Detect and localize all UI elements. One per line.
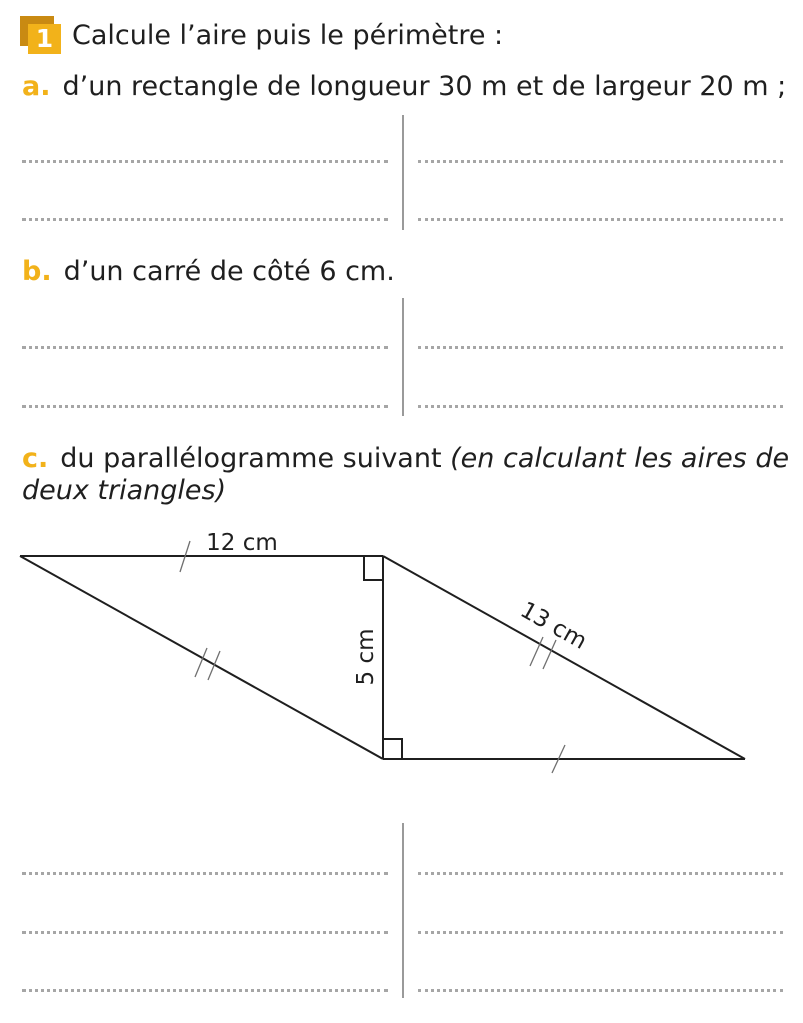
answer-line-c-left-2[interactable] [22, 931, 388, 934]
question-b-text: d’un carré de côté 6 cm. [63, 256, 395, 287]
answer-line-b-right-1[interactable] [418, 346, 783, 349]
question-c [22, 443, 792, 507]
parallelogram-figure [0, 520, 803, 780]
exercise-number-badge [20, 16, 62, 54]
right-angle-mark-bottom [383, 739, 402, 759]
left-side [20, 556, 383, 759]
question-c-text: du parallélogramme suivant [60, 443, 451, 474]
answer-line-b-left-2[interactable] [22, 405, 388, 408]
question-c-letter: c. [22, 443, 49, 474]
exercise-title: Calcule l’aire puis le périmètre : [72, 20, 504, 51]
right-side [383, 556, 745, 759]
label-5cm: 5 cm [353, 628, 379, 686]
double-tick-left-1 [195, 648, 207, 677]
double-tick-right-2 [543, 640, 556, 669]
answer-line-c-right-3[interactable] [418, 989, 783, 992]
answer-line-c-left-3[interactable] [22, 989, 388, 992]
exercise-number: 1 [28, 24, 61, 54]
label-13cm: 13 cm [515, 597, 592, 655]
answer-line-c-left-1[interactable] [22, 872, 388, 875]
question-a-text: d’un rectangle de longueur 30 m et de largeur 20 m ; [62, 71, 787, 102]
answer-line-a-left-1[interactable] [22, 160, 388, 163]
answer-divider-c [402, 823, 404, 998]
answer-line-a-left-2[interactable] [22, 218, 388, 221]
answer-line-c-right-2[interactable] [418, 931, 783, 934]
question-b [22, 255, 395, 289]
answer-divider-b [402, 298, 404, 416]
answer-line-a-right-2[interactable] [418, 218, 783, 221]
question-b-letter: b. [22, 256, 52, 287]
question-c-hint: (en calculant les aires de deux triangles) [22, 443, 790, 506]
answer-line-c-right-1[interactable] [418, 872, 783, 875]
answer-line-b-left-1[interactable] [22, 346, 388, 349]
right-angle-mark-top [364, 556, 383, 580]
label-12cm: 12 cm [206, 530, 278, 556]
question-a [22, 70, 786, 104]
answer-line-b-right-2[interactable] [418, 405, 783, 408]
double-tick-left-2 [208, 651, 220, 680]
answer-divider-a [402, 115, 404, 230]
answer-line-a-right-1[interactable] [418, 160, 783, 163]
question-a-letter: a. [22, 71, 51, 102]
